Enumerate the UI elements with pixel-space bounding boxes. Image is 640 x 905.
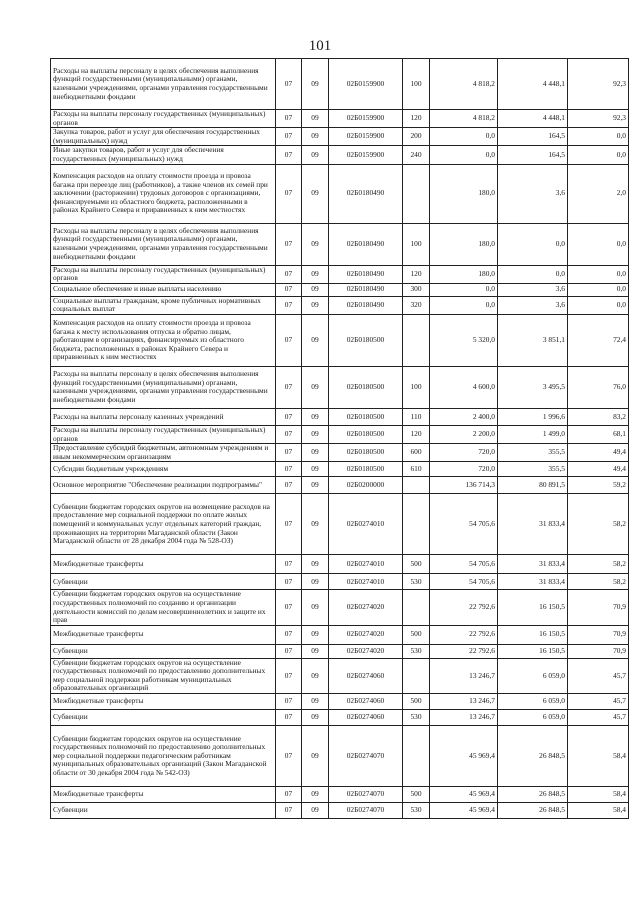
cell-executed: 3 851,1 xyxy=(498,314,568,366)
cell-planned: 720,0 xyxy=(430,462,498,477)
table-row xyxy=(51,555,629,574)
cell-expense-type xyxy=(403,590,430,625)
cell-planned: 4 818,2 xyxy=(430,110,498,128)
cell-expense-type: 300 xyxy=(403,283,430,296)
cell-percent: 0,0 xyxy=(568,146,629,164)
cell-subsection: 09 xyxy=(302,296,329,314)
cell-expense-type: 100 xyxy=(403,366,430,408)
cell-executed: 355,5 xyxy=(498,462,568,477)
table-row xyxy=(51,462,629,477)
page-number: 101 xyxy=(308,38,332,54)
cell-expense-type: 530 xyxy=(403,574,430,590)
cell-subsection: 09 xyxy=(302,726,329,787)
cell-description: Субвенции бюджетам городских округов на осуществление государственных полномочий по предоставлению дополнительных мер социальной поддержки педагогическим работникам муниципальных образовательных организаций (Закон Магаданской области от 30 декабря 2004 года № 542-ОЗ) xyxy=(51,726,276,787)
table-row xyxy=(51,494,629,555)
cell-planned: 22 792,6 xyxy=(430,644,498,658)
cell-section: 07 xyxy=(276,625,302,644)
cell-target-article: 02Б0180490 xyxy=(329,265,403,283)
cell-percent: 58,2 xyxy=(568,574,629,590)
cell-planned: 22 792,6 xyxy=(430,625,498,644)
cell-percent: 76,0 xyxy=(568,366,629,408)
cell-section: 07 xyxy=(276,265,302,283)
cell-subsection: 09 xyxy=(302,462,329,477)
cell-section: 07 xyxy=(276,296,302,314)
cell-target-article: 02Б0180500 xyxy=(329,314,403,366)
cell-percent: 68,1 xyxy=(568,425,629,443)
cell-description: Расходы на выплаты персоналу государственных (муниципальных) органов xyxy=(51,110,276,128)
cell-executed: 26 848,5 xyxy=(498,726,568,787)
cell-planned: 0,0 xyxy=(430,296,498,314)
cell-percent: 58,4 xyxy=(568,803,629,819)
cell-executed: 16 150,5 xyxy=(498,644,568,658)
cell-target-article: 02Б0274070 xyxy=(329,787,403,803)
cell-section: 07 xyxy=(276,494,302,555)
table-row xyxy=(51,590,629,625)
cell-planned: 13 246,7 xyxy=(430,710,498,726)
cell-planned: 45 969,4 xyxy=(430,787,498,803)
cell-expense-type: 530 xyxy=(403,803,430,819)
cell-target-article: 02Б0274020 xyxy=(329,625,403,644)
cell-planned: 45 969,4 xyxy=(430,726,498,787)
table-row xyxy=(51,146,629,164)
table-row xyxy=(51,283,629,296)
cell-expense-type: 530 xyxy=(403,710,430,726)
cell-percent: 70,9 xyxy=(568,590,629,625)
cell-description: Предоставление субсидий бюджетным, автономным учреждениям и иным некоммерческим организациям xyxy=(51,444,276,462)
cell-description: Расходы на выплаты персоналу в целях обеспечения выполнения функций государственными (муниципальными) органами, казенными учреждениями, органами управления государственными внебюджетными фондами xyxy=(51,366,276,408)
cell-target-article: 02Б0180500 xyxy=(329,444,403,462)
cell-percent: 92,3 xyxy=(568,110,629,128)
cell-planned: 13 246,7 xyxy=(430,658,498,693)
cell-subsection: 09 xyxy=(302,146,329,164)
cell-expense-type: 120 xyxy=(403,425,430,443)
cell-subsection: 09 xyxy=(302,555,329,574)
cell-executed: 6 059,0 xyxy=(498,694,568,710)
cell-description: Субвенции xyxy=(51,574,276,590)
cell-expense-type: 600 xyxy=(403,444,430,462)
cell-subsection: 09 xyxy=(302,408,329,425)
cell-expense-type: 100 xyxy=(403,223,430,265)
cell-percent: 49,4 xyxy=(568,444,629,462)
cell-section: 07 xyxy=(276,658,302,693)
cell-target-article: 02Б0274060 xyxy=(329,694,403,710)
table-row xyxy=(51,128,629,146)
table-row xyxy=(51,787,629,803)
table-row xyxy=(51,694,629,710)
cell-planned: 0,0 xyxy=(430,128,498,146)
cell-section: 07 xyxy=(276,223,302,265)
cell-percent: 58,2 xyxy=(568,494,629,555)
cell-expense-type: 120 xyxy=(403,265,430,283)
cell-expense-type: 610 xyxy=(403,462,430,477)
cell-executed: 26 848,5 xyxy=(498,787,568,803)
cell-planned: 720,0 xyxy=(430,444,498,462)
cell-target-article: 02Б0274010 xyxy=(329,494,403,555)
cell-subsection: 09 xyxy=(302,710,329,726)
cell-description: Социальное обеспечение и иные выплаты населению xyxy=(51,283,276,296)
cell-description: Расходы на выплаты персоналу государственных (муниципальных) органов xyxy=(51,265,276,283)
cell-expense-type: 120 xyxy=(403,110,430,128)
cell-percent: 45,7 xyxy=(568,658,629,693)
cell-executed: 6 059,0 xyxy=(498,658,568,693)
cell-percent: 49,4 xyxy=(568,462,629,477)
cell-expense-type: 500 xyxy=(403,787,430,803)
cell-subsection: 09 xyxy=(302,644,329,658)
cell-description: Субвенции xyxy=(51,710,276,726)
cell-subsection: 09 xyxy=(302,787,329,803)
cell-description: Межбюджетные трансферты xyxy=(51,694,276,710)
cell-planned: 4 600,0 xyxy=(430,366,498,408)
cell-subsection: 09 xyxy=(302,658,329,693)
cell-subsection: 09 xyxy=(302,694,329,710)
cell-subsection: 09 xyxy=(302,477,329,494)
cell-description: Компенсация расходов на оплату стоимости проезда и провоза багажа при переезде лиц (работников), а также членов их семей при заключении (расторжении) трудовых договоров с организациями, финансируемыми из областного бюджета, расположенными в районах Крайнего Севера и приравненных к ним местностях xyxy=(51,164,276,223)
cell-planned: 54 705,6 xyxy=(430,555,498,574)
table-row xyxy=(51,265,629,283)
cell-subsection: 09 xyxy=(302,444,329,462)
cell-target-article: 02Б0180490 xyxy=(329,296,403,314)
cell-target-article: 02Б0180500 xyxy=(329,408,403,425)
cell-subsection: 09 xyxy=(302,128,329,146)
cell-percent: 45,7 xyxy=(568,694,629,710)
table-row xyxy=(51,314,629,366)
cell-target-article: 02Б0274060 xyxy=(329,658,403,693)
cell-description: Межбюджетные трансферты xyxy=(51,555,276,574)
cell-planned: 2 400,0 xyxy=(430,408,498,425)
cell-subsection: 09 xyxy=(302,803,329,819)
cell-percent: 0,0 xyxy=(568,265,629,283)
table-row xyxy=(51,625,629,644)
table-row xyxy=(51,444,629,462)
cell-section: 07 xyxy=(276,644,302,658)
cell-target-article: 02Б0274060 xyxy=(329,710,403,726)
cell-subsection: 09 xyxy=(302,590,329,625)
table-row xyxy=(51,644,629,658)
cell-planned: 0,0 xyxy=(430,146,498,164)
cell-planned: 54 705,6 xyxy=(430,574,498,590)
cell-section: 07 xyxy=(276,694,302,710)
cell-executed: 3,6 xyxy=(498,296,568,314)
cell-executed: 3,6 xyxy=(498,283,568,296)
cell-description: Основное мероприятие "Обеспечение реализации подпрограммы" xyxy=(51,477,276,494)
cell-section: 07 xyxy=(276,128,302,146)
cell-planned: 4 818,2 xyxy=(430,59,498,110)
table-row xyxy=(51,803,629,819)
cell-description: Субвенции xyxy=(51,803,276,819)
cell-description: Межбюджетные трансферты xyxy=(51,625,276,644)
cell-description: Расходы на выплаты персоналу в целях обеспечения выполнения функций государственными (муниципальными) органами, казенными учреждениями, органами управления государственными внебюджетными фондами xyxy=(51,223,276,265)
cell-executed: 4 448,1 xyxy=(498,59,568,110)
cell-description: Субвенции бюджетам городских округов на осуществление государственных полномочий по созданию и организации деятельности комиссий по делам несовершеннолетних и защите их прав xyxy=(51,590,276,625)
cell-expense-type xyxy=(403,314,430,366)
cell-section: 07 xyxy=(276,425,302,443)
cell-target-article: 02Б0274010 xyxy=(329,574,403,590)
cell-section: 07 xyxy=(276,803,302,819)
cell-percent: 70,9 xyxy=(568,625,629,644)
cell-subsection: 09 xyxy=(302,574,329,590)
cell-planned: 13 246,7 xyxy=(430,694,498,710)
cell-subsection: 09 xyxy=(302,625,329,644)
cell-percent: 70,9 xyxy=(568,644,629,658)
cell-section: 07 xyxy=(276,555,302,574)
cell-executed: 31 833,4 xyxy=(498,574,568,590)
cell-expense-type xyxy=(403,726,430,787)
cell-description: Расходы на выплаты персоналу государственных (муниципальных) органов xyxy=(51,425,276,443)
cell-percent: 0,0 xyxy=(568,296,629,314)
cell-description: Закупка товаров, работ и услуг для обеспечения государственных (муниципальных) нужд xyxy=(51,128,276,146)
cell-target-article: 02Б0274020 xyxy=(329,590,403,625)
cell-expense-type xyxy=(403,164,430,223)
cell-expense-type: 320 xyxy=(403,296,430,314)
cell-description: Расходы на выплаты персоналу казенных учреждений xyxy=(51,408,276,425)
cell-target-article: 02Б0274070 xyxy=(329,803,403,819)
cell-expense-type: 530 xyxy=(403,644,430,658)
cell-planned: 2 200,0 xyxy=(430,425,498,443)
cell-target-article: 02Б0159900 xyxy=(329,59,403,110)
table-row xyxy=(51,110,629,128)
cell-percent: 0,0 xyxy=(568,223,629,265)
cell-description: Межбюджетные трансферты xyxy=(51,787,276,803)
cell-expense-type: 200 xyxy=(403,128,430,146)
cell-executed: 16 150,5 xyxy=(498,625,568,644)
cell-executed: 31 833,4 xyxy=(498,555,568,574)
cell-executed: 80 891,5 xyxy=(498,477,568,494)
cell-expense-type: 100 xyxy=(403,59,430,110)
cell-description: Иные закупки товаров, работ и услуг для обеспечения государственных (муниципальных) нужд xyxy=(51,146,276,164)
cell-target-article: 02Б0180500 xyxy=(329,366,403,408)
cell-executed: 4 448,1 xyxy=(498,110,568,128)
table-row xyxy=(51,726,629,787)
table-row xyxy=(51,658,629,693)
cell-subsection: 09 xyxy=(302,494,329,555)
cell-planned: 0,0 xyxy=(430,283,498,296)
table-row xyxy=(51,408,629,425)
cell-executed: 1 499,0 xyxy=(498,425,568,443)
cell-percent: 58,4 xyxy=(568,787,629,803)
cell-subsection: 09 xyxy=(302,110,329,128)
table-row xyxy=(51,223,629,265)
cell-subsection: 09 xyxy=(302,59,329,110)
cell-executed: 1 996,6 xyxy=(498,408,568,425)
cell-target-article: 02Б0159900 xyxy=(329,128,403,146)
cell-percent: 2,0 xyxy=(568,164,629,223)
cell-executed: 164,5 xyxy=(498,146,568,164)
budget-table xyxy=(50,58,629,819)
cell-target-article: 02Б0200000 xyxy=(329,477,403,494)
cell-percent: 45,7 xyxy=(568,710,629,726)
cell-expense-type xyxy=(403,477,430,494)
cell-section: 07 xyxy=(276,477,302,494)
cell-executed: 0,0 xyxy=(498,265,568,283)
cell-subsection: 09 xyxy=(302,223,329,265)
cell-executed: 0,0 xyxy=(498,223,568,265)
cell-section: 07 xyxy=(276,59,302,110)
cell-description: Субвенции бюджетам городских округов на возмещение расходов на предоставление мер социальной поддержки по оплате жилых помещений и коммунальных услуг отдельных категорий граждан, проживающих на территории Магаданской области (Закон Магаданской области от 28 декабря 2004 года № 528-ОЗ) xyxy=(51,494,276,555)
cell-section: 07 xyxy=(276,366,302,408)
cell-target-article: 02Б0180490 xyxy=(329,223,403,265)
cell-executed: 26 848,5 xyxy=(498,803,568,819)
cell-section: 07 xyxy=(276,283,302,296)
cell-planned: 180,0 xyxy=(430,223,498,265)
cell-planned: 180,0 xyxy=(430,265,498,283)
cell-description: Субвенции xyxy=(51,644,276,658)
table-row xyxy=(51,366,629,408)
cell-target-article: 02Б0180490 xyxy=(329,283,403,296)
cell-section: 07 xyxy=(276,146,302,164)
cell-subsection: 09 xyxy=(302,283,329,296)
table-row xyxy=(51,59,629,110)
cell-expense-type: 240 xyxy=(403,146,430,164)
cell-description: Субвенции бюджетам городских округов на осуществление государственных полномочий по предоставлению дополнительных мер социальной поддержки работникам муниципальных образовательных организаций xyxy=(51,658,276,693)
cell-expense-type: 500 xyxy=(403,625,430,644)
cell-planned: 136 714,3 xyxy=(430,477,498,494)
cell-subsection: 09 xyxy=(302,164,329,223)
cell-section: 07 xyxy=(276,710,302,726)
cell-planned: 180,0 xyxy=(430,164,498,223)
cell-executed: 6 059,0 xyxy=(498,710,568,726)
cell-percent: 58,2 xyxy=(568,555,629,574)
table-row xyxy=(51,296,629,314)
cell-planned: 22 792,6 xyxy=(430,590,498,625)
cell-percent: 92,3 xyxy=(568,59,629,110)
cell-section: 07 xyxy=(276,726,302,787)
cell-expense-type xyxy=(403,494,430,555)
cell-percent: 72,4 xyxy=(568,314,629,366)
cell-expense-type: 110 xyxy=(403,408,430,425)
cell-target-article: 02Б0274010 xyxy=(329,555,403,574)
cell-target-article: 02Б0159900 xyxy=(329,146,403,164)
table-row xyxy=(51,425,629,443)
cell-description: Субсидии бюджетным учреждениям xyxy=(51,462,276,477)
cell-planned: 54 705,6 xyxy=(430,494,498,555)
cell-percent: 0,0 xyxy=(568,283,629,296)
table-row xyxy=(51,710,629,726)
cell-section: 07 xyxy=(276,590,302,625)
cell-section: 07 xyxy=(276,787,302,803)
cell-subsection: 09 xyxy=(302,425,329,443)
cell-section: 07 xyxy=(276,164,302,223)
cell-expense-type: 500 xyxy=(403,694,430,710)
cell-description: Компенсация расходов на оплату стоимости проезда и провоза багажа к месту использования отпуска и обратно лицам, работающим в организациях, финансируемых из областного бюджета, расположенных в районах Крайнего Севера и приравненных к ним местностях xyxy=(51,314,276,366)
table-row xyxy=(51,477,629,494)
cell-target-article: 02Б0159900 xyxy=(329,110,403,128)
cell-section: 07 xyxy=(276,408,302,425)
cell-percent: 58,4 xyxy=(568,726,629,787)
table-row xyxy=(51,574,629,590)
cell-section: 07 xyxy=(276,574,302,590)
cell-subsection: 09 xyxy=(302,265,329,283)
cell-executed: 16 150,5 xyxy=(498,590,568,625)
cell-subsection: 09 xyxy=(302,366,329,408)
cell-expense-type xyxy=(403,658,430,693)
cell-planned: 45 969,4 xyxy=(430,803,498,819)
cell-description: Расходы на выплаты персоналу в целях обеспечения выполнения функций государственными (муниципальными) органами, казенными учреждениями, органами управления государственными внебюджетными фондами xyxy=(51,59,276,110)
cell-executed: 31 833,4 xyxy=(498,494,568,555)
cell-section: 07 xyxy=(276,444,302,462)
cell-subsection: 09 xyxy=(302,314,329,366)
cell-section: 07 xyxy=(276,314,302,366)
table-body xyxy=(51,59,629,819)
cell-executed: 3 495,5 xyxy=(498,366,568,408)
cell-target-article: 02Б0274070 xyxy=(329,726,403,787)
cell-expense-type: 500 xyxy=(403,555,430,574)
cell-target-article: 02Б0180500 xyxy=(329,425,403,443)
cell-executed: 3,6 xyxy=(498,164,568,223)
cell-executed: 355,5 xyxy=(498,444,568,462)
cell-section: 07 xyxy=(276,110,302,128)
cell-executed: 164,5 xyxy=(498,128,568,146)
cell-percent: 0,0 xyxy=(568,128,629,146)
cell-section: 07 xyxy=(276,462,302,477)
cell-target-article: 02Б0180500 xyxy=(329,462,403,477)
table-row xyxy=(51,164,629,223)
cell-description: Социальные выплаты гражданам, кроме публичных нормативных социальных выплат xyxy=(51,296,276,314)
cell-percent: 83,2 xyxy=(568,408,629,425)
cell-percent: 59,2 xyxy=(568,477,629,494)
cell-target-article: 02Б0180490 xyxy=(329,164,403,223)
cell-target-article: 02Б0274020 xyxy=(329,644,403,658)
cell-planned: 5 320,0 xyxy=(430,314,498,366)
